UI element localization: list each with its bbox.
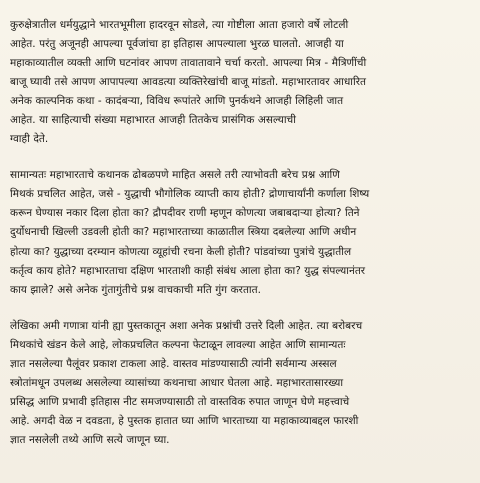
text-line: अनेक काल्पनिक कथा - कादंबऱ्या, विविध रूपांतरे आणि पुनर्कथने आजही लिहिली जात — [10, 95, 344, 108]
intro-paragraph — [10, 16, 466, 149]
text-line: ज्ञात नसलेली तथ्ये आणि सत्ये जाणून घ्या. — [10, 433, 170, 446]
text-line: ज्ञात नसलेल्या पैलूंवर प्रकाश टाकला आहे. वास्तव मांडण्यासाठी त्यांनी सर्वमान्य अस्सल — [10, 357, 337, 370]
text-line: आहेत. या साहित्याची संख्या महाभारत आजही तितकेच प्रासंगिक असल्याची — [10, 114, 296, 127]
text-line: बाजू घ्यावी तसे आपण आपापल्या आवडत्या व्यक्तिरेखांची बाजू मांडतो. महाभारतावर आधारित — [10, 76, 367, 89]
text-line: काय झाले? असे अनेक गुंतागुंतीचे प्रश्न वाचकाची मति गुंग करतात. — [10, 283, 261, 296]
text-line: कुरुक्षेत्रातील धर्मयुद्धाने भारतभूमीला हादरवून सोडले, त्या गोष्टीला आता हजारो वर्षे लोटली — [10, 19, 349, 31]
text-line: मिथकं प्रचलित आहेत, जसे - युद्धाची भौगोलिक व्याप्ती काय होती? द्रोणाचार्यांनी कर्णाला शिष्य — [10, 188, 370, 201]
text-line: सामान्यतः महाभारताचे कथानक ढोबळपणे माहित असले तरी त्याभोवती बरेच प्रश्न आणि — [10, 169, 340, 182]
text-line: लेखिका अमी गणात्रा यांनी ह्या पुस्तकातून अशा अनेक प्रश्नांची उत्तरे दिली आहेत. त्या बरोबरच — [10, 319, 363, 332]
text-line: करून घेण्यास नकार दिला होता का? द्रौपदीवर राणी म्हणून कोणत्या जबाबदाऱ्या होत्या? तिने — [10, 207, 360, 220]
questions-paragraph — [10, 166, 466, 299]
text-line: होत्या का? युद्धाच्या दरम्यान कोणत्या व्यूहांची रचना केली होती? पांडवांच्या पुत्रांचे युद्धातील — [10, 245, 352, 258]
text-line: दुर्योधनाची खिल्ली उडवली होती का? महाभारताच्या काळातील स्त्रिया दबलेल्या आणि अधीन — [10, 226, 357, 239]
text-line: ग्वाही देते. — [10, 133, 49, 146]
text-line: कर्तृत्व काय होते? महाभारताचा दक्षिण भारताशी काही संबंध आला होता का? युद्ध संपल्यानंतर — [10, 264, 366, 277]
text-line: स्त्रोतांमधून उपलब्ध असलेल्या व्यासांच्या कथनाचा आधार घेतला आहे. महाभारतासारख्या — [10, 376, 344, 389]
text-line: आहे. अगदी वेळ न दवडता, हे पुस्तक हातात घ्या आणि भारताच्या या महाकाव्याबद्दल फारशी — [10, 414, 359, 427]
author-paragraph — [10, 317, 466, 450]
text-line: प्रसिद्ध आणि प्रभावी इतिहास नीट समजण्यासाठी तो वास्तविक रुपात जाणून घेणे महत्त्वाचे — [10, 395, 350, 408]
text-line: मिथकांचे खंडन केले आहे, लोकप्रचलित कल्पना फेटाळून लावल्या आहेत आणि सामान्यतः — [10, 338, 346, 351]
text-line: आहेत. परंतु अजूनही आपल्या पूर्वजांचा हा इतिहास आपल्याला भुरळ घालतो. आजही या — [10, 38, 344, 51]
text-line: महाकाव्यातील व्यक्ती आणि घटनांवर आपण तावातावाने चर्चा करतो. आपल्या मित्र - मैत्रिणींची — [10, 57, 367, 70]
